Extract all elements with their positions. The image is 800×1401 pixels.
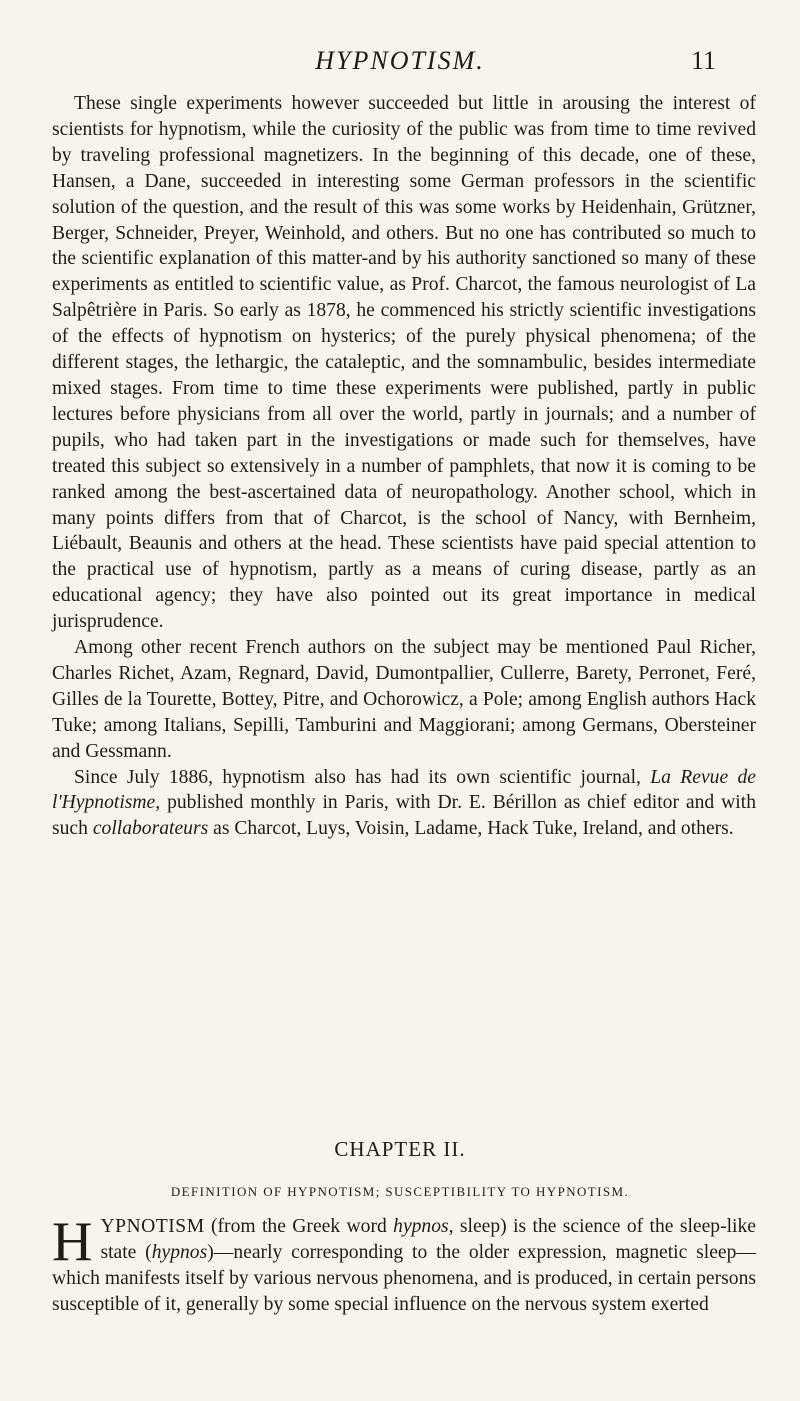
chapter-heading: CHAPTER II.: [334, 1137, 466, 1161]
paragraph-hypnotism-history: These single experiments however succeeded but little in arousing the interest of scientists for hypnotism, while the curiosity of the public was from time to time revived by traveling professional magnetizers. In the beginning of this decade, one of these, Hansen, a Dane, succeeded in interesting some German professors in the scientific solution of the question, and the result of this was some works by Heidenhain, Grützner, Berger, Schneider, Preyer, Weinhold, and others. But no one has contributed so much to the scientific explanation of this matter-and by his authority sanctioned so many of these experiments as entitled to scientific value, as Prof. Charcot, the famous neurologist of La Salpêtrière in Paris. So early as 1878, he commenced his strictly scientific investigations of the effects of hypnotism on hysterics; of the purely physical phenomena; of the different stages, the lethargic, the cataleptic, and the somnambulic, besides intermediate mixed stages. From time to time these experiments were published, partly in public lectures before physicians from all over the world, partly in journals; and a number of pupils, who had taken part in the investigations or made such for themselves, have treated this subject so extensively in a number of pamphlets, that now it is coming to be ranked among the best-ascertained data of neuropathology. Another school, which in many points differs from that of Charcot, is the school of Nancy, with Bernheim, Liébault, Beaunis and others at the head. These scientists have paid special attention to the practical use of hypnotism, partly as a means of curing disease, partly as an educational agency; they have also pointed out its great importance in medical jurisprudence.: [52, 93, 756, 633]
journal-text-before: Since July 1886, hypnotism also has had its own scientific journal,: [74, 766, 651, 788]
chapter-opening-paragraph: [52, 1211, 756, 1318]
journal-text-after: as Charcot, Luys, Voisin, Ladame, Hack Tuke, Ireland, and others.: [208, 818, 734, 840]
chapter-text-c: )—nearly corresponding to the older expression, magnetic sleep—which manifests itself by various nervous phenomena, and is produced, in certain persons susceptible of it, generally by some special influence on the nervous system exerted: [52, 1242, 756, 1315]
paragraph-other-authors: Among other recent French authors on the subject may be mentioned Paul Richer, Charles Richet, Azam, Regnard, David, Dumontpallier, Cullerre, Barety, Perronet, Feré, Gilles de la Tourette, Bottey, Pitre, and Ochorowicz, a Pole; among English authors Hack Tuke; among Italians, Sepilli, Tamburini and Maggiorani; among Germans, Obersteiner and Gessmann.: [52, 637, 756, 762]
journal-text-middle: , published monthly in Paris, with Dr. E. Bérillon as chief editor and with such: [52, 792, 756, 840]
page-number: 11: [690, 46, 716, 75]
chapter-text-a: (from the Greek word: [204, 1216, 394, 1237]
body-text: [52, 91, 756, 842]
first-word-rest: YPNOTISM: [100, 1216, 205, 1237]
paragraph-journal: [52, 765, 756, 843]
chapter-subtitle: DEFINITION OF HYPNOTISM; SUSCEPTIBILITY TO HYPNOTISM.: [170, 1184, 630, 1199]
running-head: [0, 46, 800, 82]
greek-word-2: hypnos: [151, 1242, 208, 1263]
greek-word: hypnos: [393, 1216, 449, 1237]
chapter-text-b: , sleep) is the science of the sleep-like state (: [100, 1216, 756, 1263]
journal-title: La Revue de l'Hypnotisme: [52, 766, 756, 814]
running-title: HYPNOTISM.: [315, 46, 485, 75]
collaborators-term: collaborateurs: [92, 818, 209, 840]
drop-cap: H: [52, 1211, 93, 1273]
